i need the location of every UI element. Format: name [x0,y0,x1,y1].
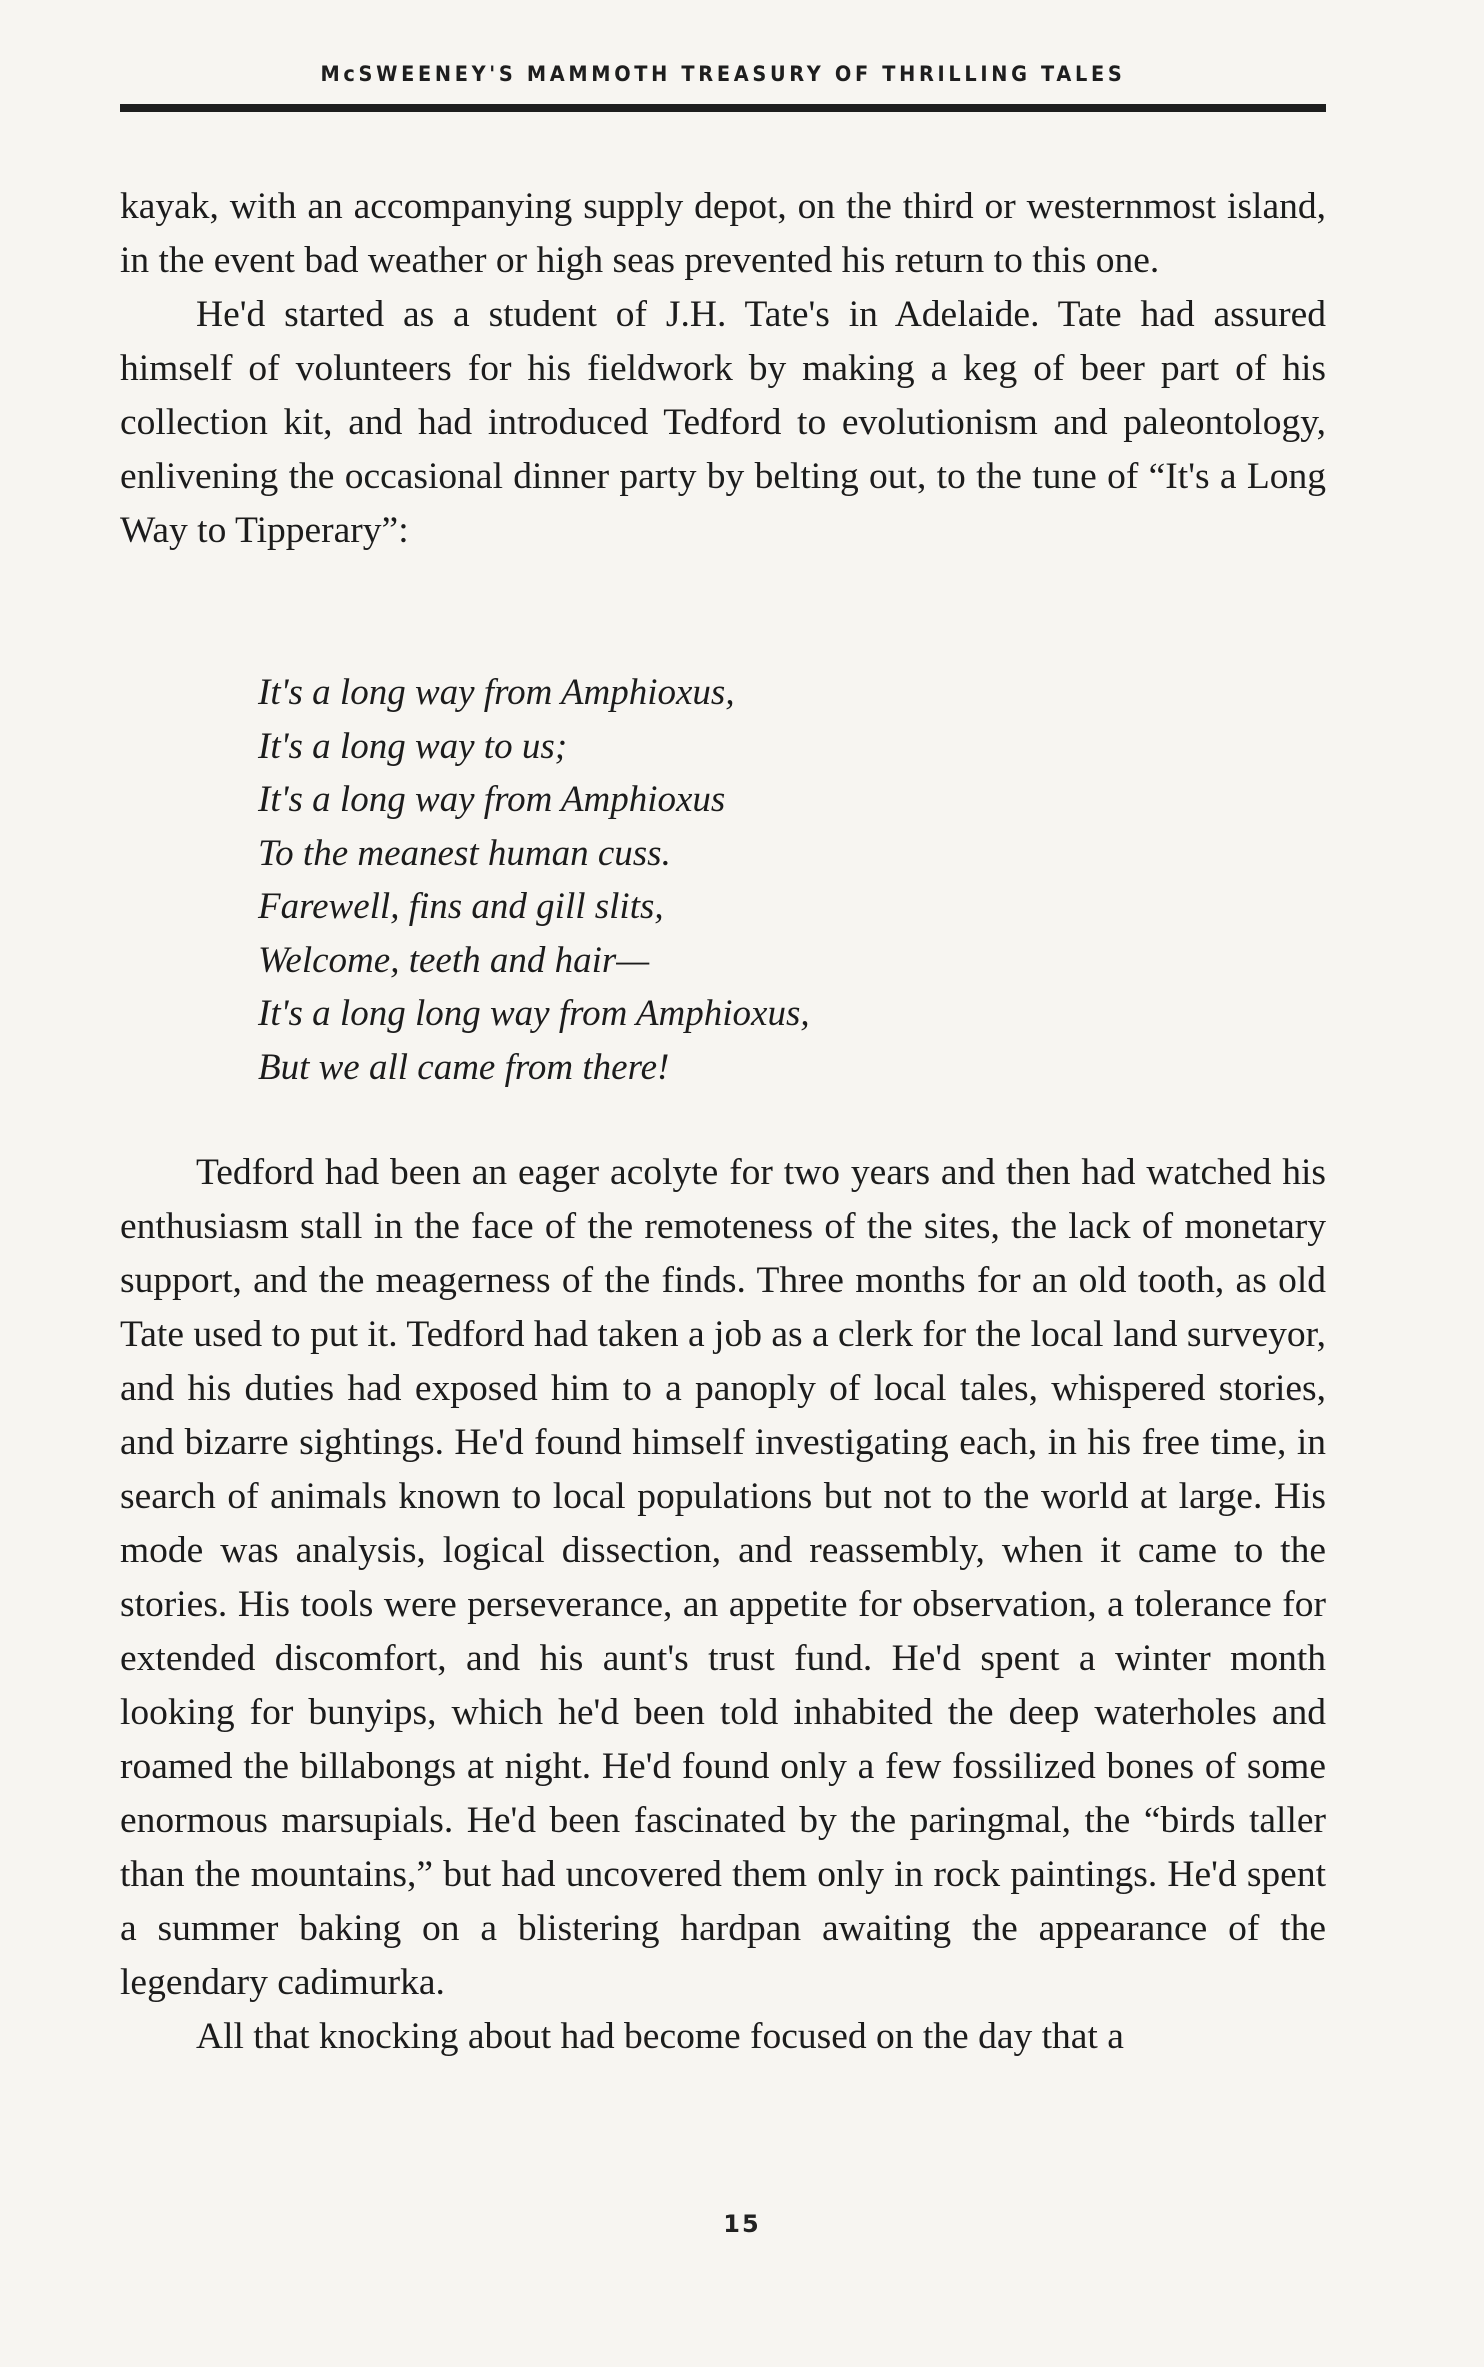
paragraph-tedford: Tedford had been an eager acolyte for two years and then had watched his enthusiasm stall in the face of the remoteness of the sites, the lack of monetary support, and the meagerness of the finds. Three months for an old tooth, as old Tate used to put it. Tedford had taken a job as a clerk for the local land surveyor, and his duties had exposed him to a panoply of local tales, whispered stories, and bizarre sightings. He'd found himself investigating each, in his free time, in search of animals known to local populations but not to the world at large. His mode was analysis, logical dissection, and reassembly, when it came to the stories. His tools were perseverance, an appetite for observation, a tolerance for extended discomfort, and his aunt's trust fund. He'd spent a winter month looking for bunyips, which he'd been told inhabited the deep waterholes and roamed the billabongs at night. He'd found only a few fossilized bones of some enormous marsupials. He'd been fascinated by the paringmal, the “birds taller than the mountains,” but had uncovered them only in rock paintings. He'd spent a summer baking on a blistering hardpan awaiting the appearance of the legendary cadimurka. [120,1152,1326,2003]
verse-line: Welcome, teeth and hair— [258,939,650,981]
text-block-bottom [120,1146,1326,2064]
verse-line: Farewell, fins and gill slits, [258,886,664,927]
paragraph-tate: He'd started as a student of J.H. Tate's in Adelaide. Tate had assured himself of volunteers for his fieldwork by making a keg of beer part of his collection kit, and had introduced Tedford to evolutionism and paleontology, enlivening the occasional dinner party by belting out, to the tune of “It's a Long Way to Tipperary”: [120,294,1326,551]
verse-block [258,666,810,1094]
verse-line: It's a long way from Amphioxus, [258,672,735,713]
header-rule [120,104,1326,112]
page-number: 15 [723,2210,761,2238]
verse-line: To the meanest human cuss. [258,832,671,874]
verse-line: It's a long way from Amphioxus [258,779,726,820]
verse-line: It's a long way to us; [258,725,568,767]
paragraph-continuation: kayak, with an accompanying supply depot, on the third or westernmost island, in the event bad weather or high seas prevented his return to this one. [120,186,1326,281]
verse-line: But we all came from there! [258,1046,670,1088]
running-header: McSWEENEY'S MAMMOTH TREASURY OF THRILLING TALES [320,62,1126,86]
paragraph-knocking-about: All that knocking about had become focused on the day that a [196,2016,1124,2057]
text-block-top [120,180,1326,558]
verse-line: It's a long long way from Amphioxus, [258,993,810,1034]
